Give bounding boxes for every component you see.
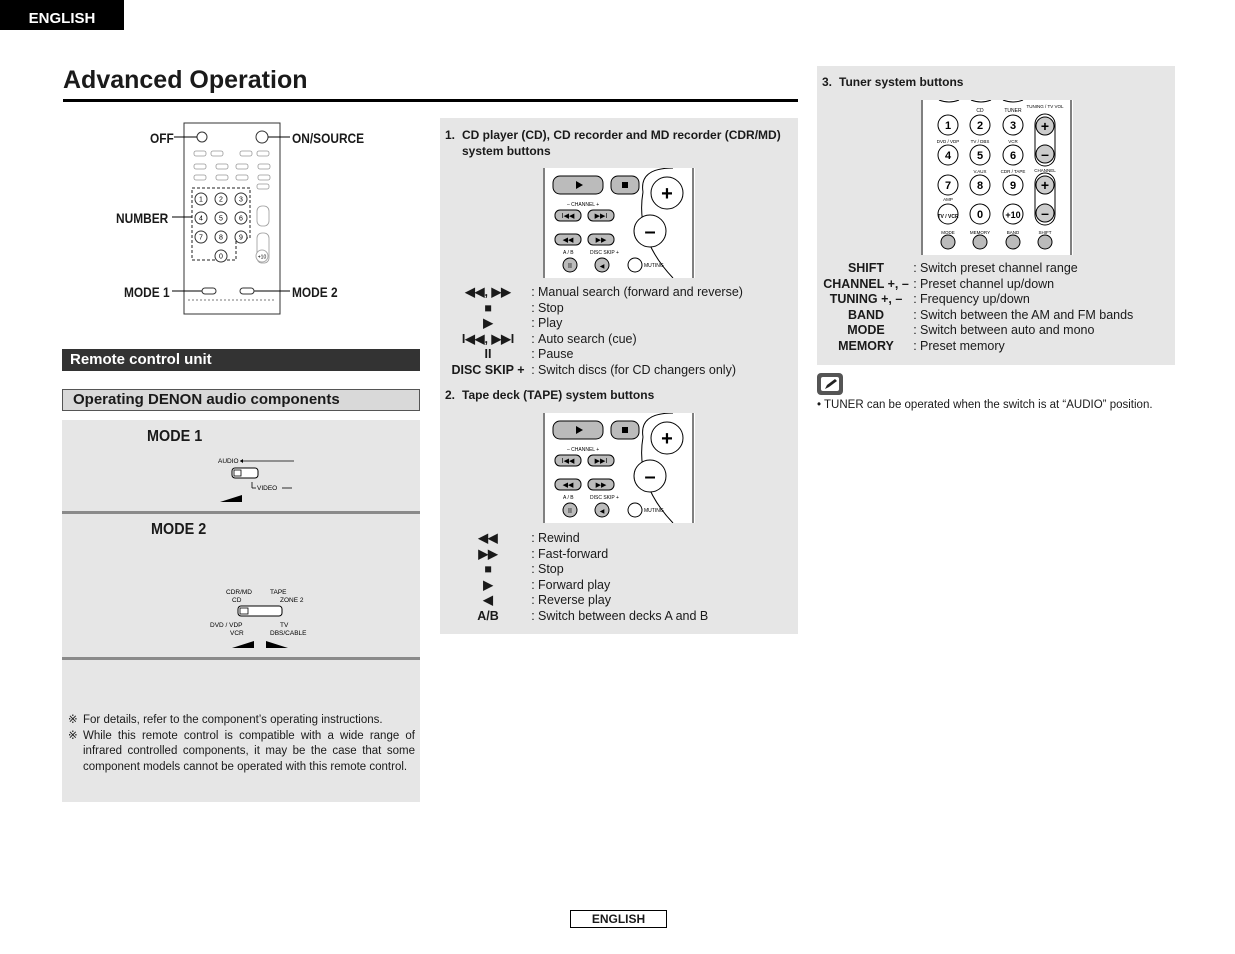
svg-text:+: + [661, 428, 673, 450]
notes-list [68, 713, 415, 775]
cd-buttons-table [448, 285, 743, 379]
on-source-label: ON/SOURCE [292, 130, 365, 146]
footer-language: ENGLISH [570, 910, 667, 928]
remote-key-label: 3 [239, 196, 243, 204]
keypad-svg [194, 191, 274, 271]
subsection-bar-operating: Operating DENON audio components [62, 389, 420, 411]
table-row: SHIFT : Switch preset channel range [847, 261, 1078, 275]
remote-key-label: 2 [219, 196, 223, 204]
table-row: II : Pause [484, 347, 574, 362]
tape-buttons-table [448, 531, 708, 625]
dvd-vdp-label: DVD / VDP [210, 622, 243, 629]
cd-section-heading: 1. CD player (CD), CD recorder and MD recorder (CDR/MD) system buttons [445, 128, 781, 158]
video-switch-label: VIDEO [257, 485, 278, 492]
tuner-label-amp: AMP [943, 197, 953, 202]
svg-text:▶▶: ▶▶ [595, 482, 607, 489]
note-text: While this remote control is compatible with a wide range of infrared controlled components, it may be the case that some component models cannot be operated with this remote control. [83, 729, 415, 773]
tuner-label-tuner: TUNER [1004, 108, 1022, 114]
svg-text:▶▶: ▶▶ [595, 237, 607, 244]
table-row: TUNING +, – : Frequency up/down [829, 292, 1030, 307]
tuner-label-shift: SHIFT [1038, 230, 1052, 235]
svg-text:▶▶I: ▶▶I [594, 458, 608, 465]
table-row: ▶ : Play [483, 316, 563, 331]
svg-text:–: – [1041, 146, 1049, 162]
tuner-section-heading: 3. Tuner system buttons [822, 75, 964, 89]
tuner-key-label: TV / VCR [937, 214, 959, 220]
table-row: BAND : Switch between the AM and FM bands [847, 307, 1134, 322]
svg-text:–: – [644, 466, 656, 488]
tuner-key-label: 1 [944, 120, 952, 132]
table-row: CHANNEL +, – : Preset channel up/down [823, 276, 1055, 291]
tape-muting-label: MUTING [644, 508, 664, 514]
remote-keypad [194, 191, 267, 263]
remote-key-label: 0 [219, 253, 223, 261]
tuner-key-label: 0 [976, 209, 984, 221]
tuner-key-label: 6 [1009, 150, 1017, 162]
svg-text:◀: ◀ [599, 509, 605, 515]
mode2-title: MODE 2 [151, 521, 207, 538]
svg-text:I◀◀: I◀◀ [561, 213, 575, 220]
page-title: Advanced Operation [63, 66, 308, 94]
note-item [68, 729, 415, 776]
tuner-label-mode: MODE [941, 230, 955, 235]
table-row: ◀◀, ▶▶ : Manual search (forward and reverse) [465, 285, 743, 299]
note-text: For details, refer to the component’s operating instructions. [83, 714, 383, 726]
table-row: MODE : Switch between auto and mono [847, 323, 1095, 338]
tuner-key-label: 3 [1009, 120, 1017, 132]
mode2-switch-diagram [202, 584, 382, 654]
note-mark: ※ [68, 714, 78, 726]
number-label: NUMBER [116, 210, 169, 226]
tuner-note: • TUNER can be operated when the switch is at “AUDIO” position. [817, 399, 1153, 411]
svg-text:+: + [1040, 118, 1050, 134]
svg-text:II: II [568, 508, 572, 515]
cd-buttons-diagram [543, 168, 695, 278]
tuner-key-label: 9 [1009, 180, 1017, 192]
tuner-buttons-table [822, 261, 1133, 355]
vcr-label: VCR [230, 630, 244, 637]
tuner-key-label: 2 [976, 120, 984, 132]
table-row: ◀◀ : Rewind [478, 531, 580, 545]
tuner-label-band: BAND [1006, 230, 1020, 235]
off-label: OFF [150, 130, 174, 146]
tape-buttons-diagram [543, 413, 695, 523]
mode1-label: MODE 1 [124, 284, 170, 300]
tape-label: TAPE [270, 589, 287, 596]
tuner-label-dvd: DVD / VDP [936, 139, 960, 144]
svg-text:▶▶I: ▶▶I [594, 213, 608, 220]
tuner-key-label: 5 [976, 150, 984, 162]
table-row: I◀◀, ▶▶I : Auto search (cue) [461, 331, 637, 346]
svg-text:–: – [644, 221, 656, 243]
tuner-buttons-diagram [921, 100, 1073, 255]
tv-label: TV [280, 622, 289, 629]
table-row: ▶ : Forward play [483, 577, 611, 592]
tuner-label-tvdbs: TV / DBS [970, 139, 990, 144]
cd-ab-label: A / B [563, 250, 574, 256]
remote-key-label: 1 [199, 196, 203, 204]
cd-label: CD [232, 597, 242, 604]
cd-channel-label: – CHANNEL + [567, 202, 600, 208]
tape-section-heading: 2. Tape deck (TAPE) system buttons [445, 388, 655, 402]
dbs-cable-label: DBS/CABLE [270, 630, 307, 637]
table-row: A/B : Switch between decks A and B [477, 608, 709, 623]
table-row: ▶▶ : Fast-forward [478, 546, 609, 561]
tuner-key-label: 4 [944, 150, 952, 162]
language-tab: ENGLISH [0, 0, 124, 30]
remote-key-label: 5 [219, 215, 223, 223]
note-mark: ※ [68, 729, 78, 742]
tuner-label-channel: CHANNEL [1034, 168, 1056, 173]
remote-key-label: 7 [199, 234, 203, 242]
mode1-panel [62, 420, 420, 512]
remote-key-label: 6 [239, 215, 243, 223]
tuner-key-label: 7 [944, 180, 952, 192]
title-rule [63, 99, 798, 102]
pencil-icon [817, 373, 843, 395]
tape-disc-skip-label: DISC SKIP + [590, 495, 619, 501]
tuner-label-vaux: V.AUX [973, 169, 987, 174]
tape-ab-label: A / B [563, 495, 574, 501]
tuner-label-memory: MEMORY [969, 230, 991, 235]
table-row: ■ : Stop [484, 562, 564, 577]
zone2-label: ZONE 2 [280, 597, 304, 604]
cdr-md-label: CDR/MD [226, 589, 252, 596]
mode1-switch-diagram [212, 454, 362, 506]
svg-text:+: + [1040, 177, 1050, 193]
remote-key-label: +10 [257, 254, 267, 261]
svg-text:–: – [1041, 205, 1049, 221]
mode1-title: MODE 1 [147, 428, 203, 445]
tuner-label-tuning: TUNING / TV VOL [1026, 104, 1064, 109]
svg-text:◀◀: ◀◀ [562, 482, 574, 489]
tuner-label-cdrtape: CDR / TAPE [1000, 169, 1026, 174]
tuner-label-cd: CD [976, 108, 984, 114]
table-row: MEMORY : Preset memory [838, 338, 1005, 353]
remote-key-label: 4 [199, 215, 203, 223]
table-row: ■ : Stop [484, 300, 564, 315]
mode2-label: MODE 2 [292, 284, 338, 300]
note-item [68, 713, 415, 729]
svg-text:I◀◀: I◀◀ [561, 458, 575, 465]
tuner-label-vcr: VCR [1008, 139, 1018, 144]
cd-disc-skip-label: DISC SKIP + [590, 250, 619, 256]
audio-switch-label: AUDIO [218, 458, 239, 465]
mode2-panel [62, 514, 420, 658]
svg-text:+: + [661, 183, 673, 205]
section-bar-remote-control: Remote control unit [62, 349, 420, 371]
remote-key-label: 9 [239, 234, 243, 242]
tuner-key-label: 8 [976, 180, 984, 192]
tuner-key-label: +10 [1005, 210, 1021, 220]
cd-muting-label: MUTING [644, 263, 664, 269]
table-row: DISC SKIP + : Switch discs (for CD changers only) [451, 362, 736, 377]
svg-text:◀◀: ◀◀ [562, 237, 574, 244]
tape-channel-label: – CHANNEL + [567, 447, 600, 453]
table-row: ◀ : Reverse play [483, 593, 611, 608]
remote-key-label: 8 [219, 234, 223, 242]
svg-text:◀: ◀ [599, 264, 605, 270]
svg-text:II: II [568, 263, 572, 270]
